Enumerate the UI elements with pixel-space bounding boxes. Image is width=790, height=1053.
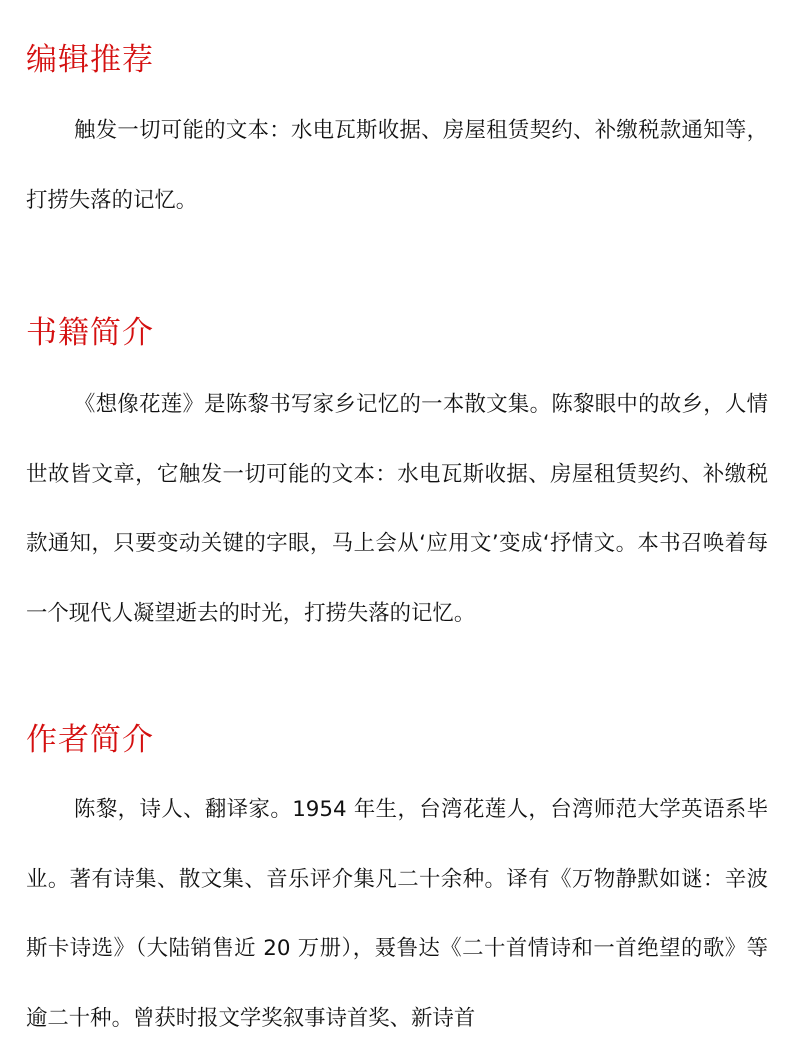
section-heading-book-introduction: 书籍简介 (26, 315, 154, 351)
section-heading-editor-recommendation: 编辑推荐 (26, 42, 154, 78)
section-heading-author-introduction: 作者简介 (26, 722, 154, 758)
section-body-editor-recommendation: 触发一切可能的文本：水电瓦斯收据、房屋租赁契约、补缴税款通知等，打捞失落的记忆。 (26, 118, 768, 213)
section-body-author-introduction: 陈黎，诗人、翻译家。1954 年生，台湾花莲人，台湾师范大学英语系毕业。著有诗集、散文集、音乐评介集凡二十余种。译有《万物静默如谜：辛波斯卡诗选》（大陆销售近 20 万册），聂鲁达《二十首情诗和一首绝望的歌》等逾二十种。曾获时报文学奖叙事诗首奖、新诗首 (26, 797, 768, 1031)
section-body-book-introduction: 《想像花莲》是陈黎书写家乡记忆的一本散文集。陈黎眼中的故乡，人情世故皆文章，它触发一切可能的文本：水电瓦斯收据、房屋租赁契约、补缴税款通知，只要变动关键的字眼，马上会从‘应用文’变成‘抒情文。本书召唤着每一个现代人凝望逝去的时光，打捞失落的记忆。 (26, 392, 768, 626)
